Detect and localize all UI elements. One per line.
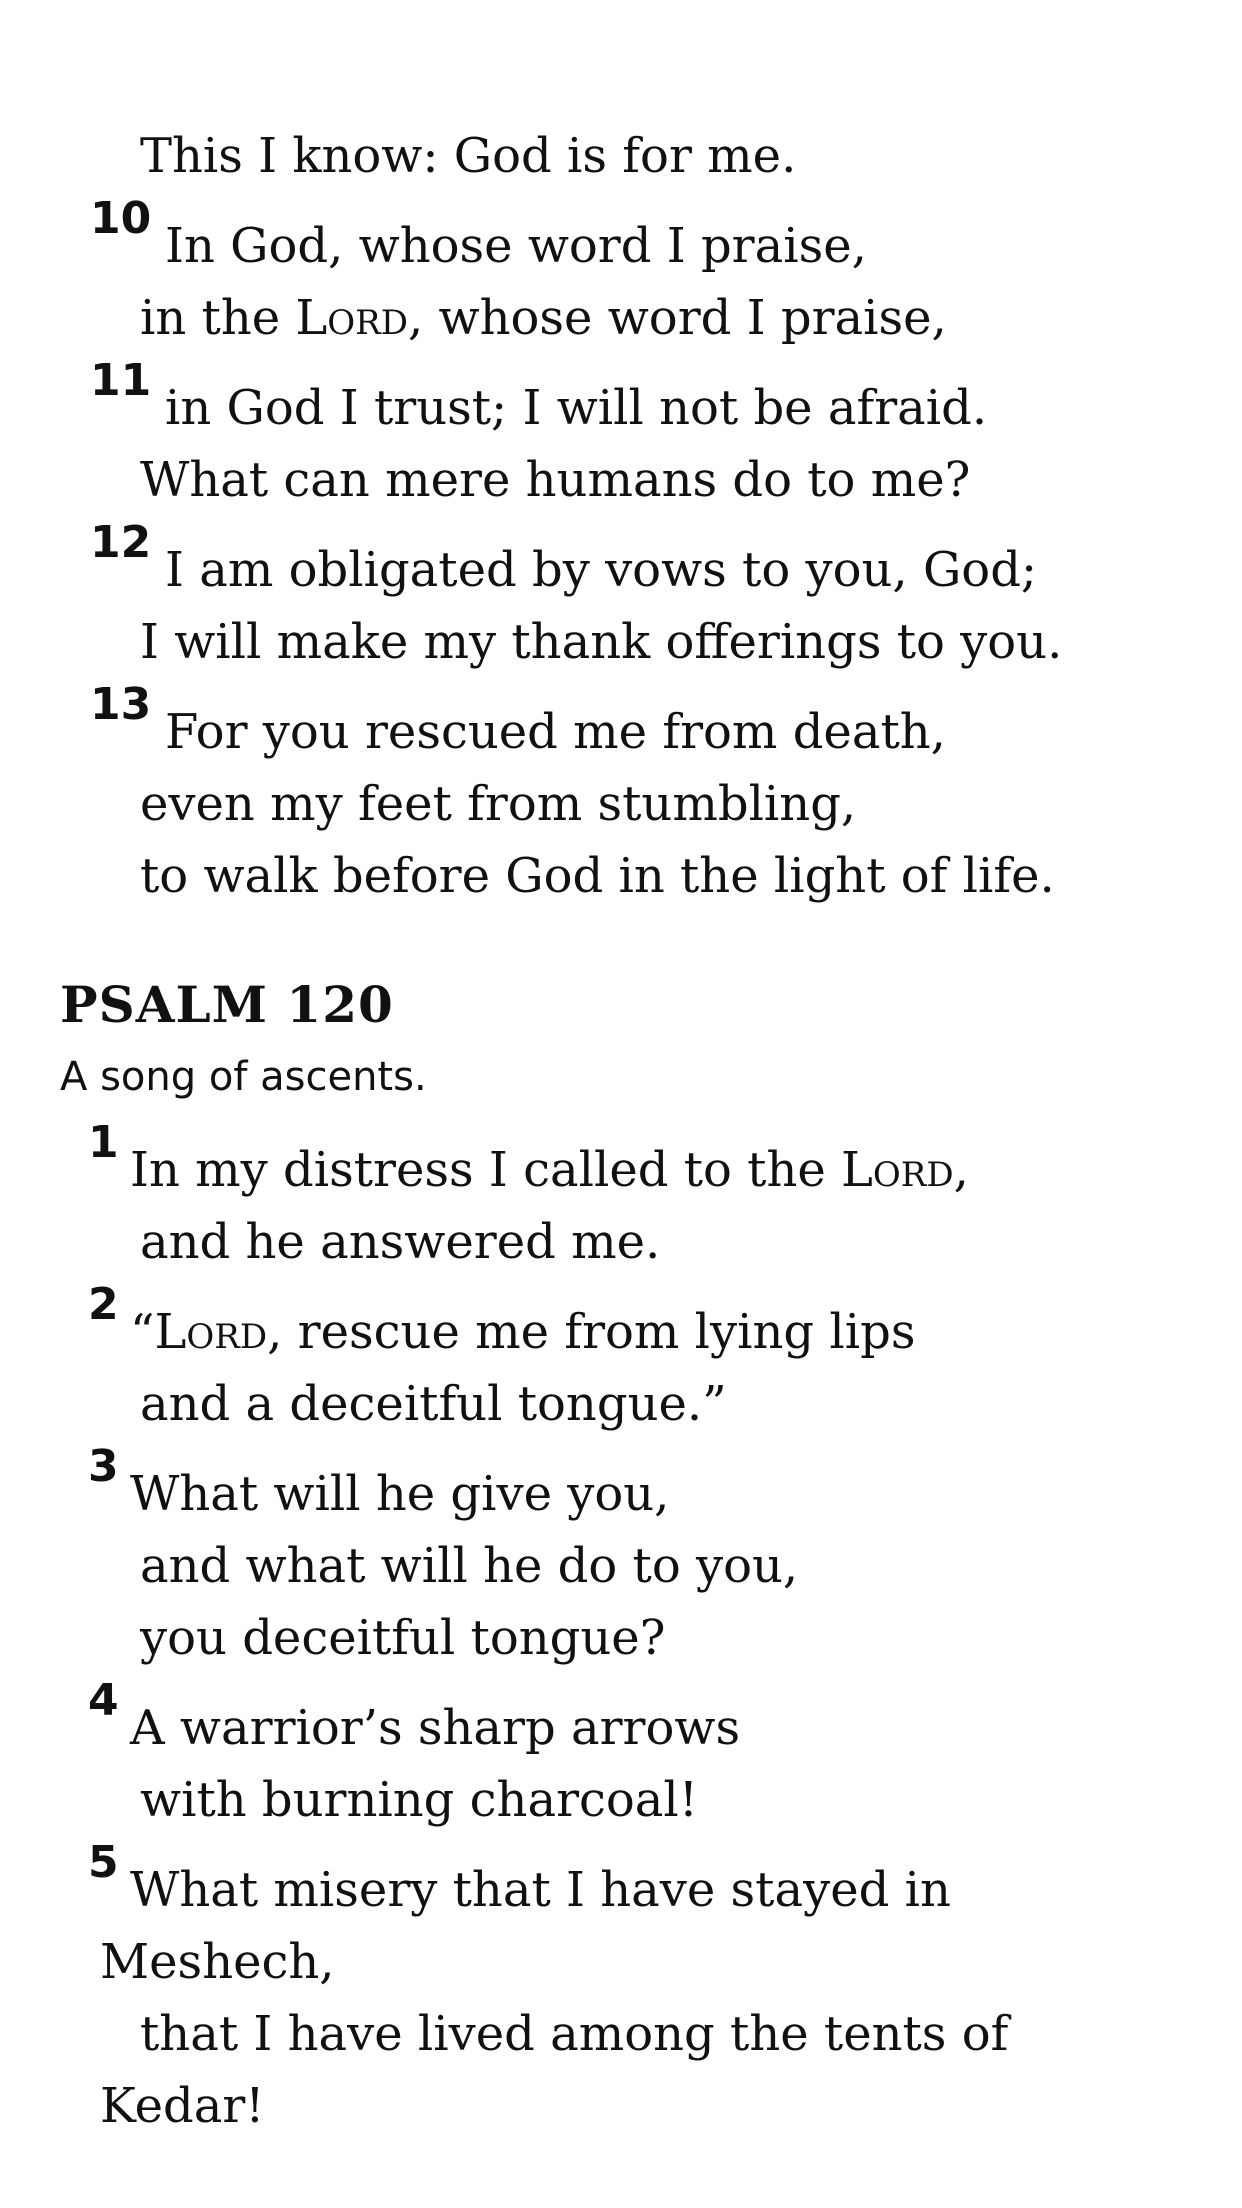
verse-line: and what will he do to you, [140, 1538, 799, 1594]
verse-text: , whose word I praise, [408, 290, 947, 346]
verse-text: In my distress I called to the [130, 1142, 842, 1198]
divine-name: Lord [841, 1142, 954, 1198]
verse-line: even my feet from stumbling, [140, 776, 857, 832]
verse-number: 10 [90, 193, 152, 244]
verse-number: 11 [90, 355, 152, 406]
divine-name: Lord [295, 290, 408, 346]
verse-line: I will make my thank offerings to you. [140, 614, 1063, 670]
verse-line: to walk before God in the light of life. [140, 848, 1055, 904]
verse-text: , rescue me from lying lips [267, 1304, 916, 1360]
verse-line: and he answered me. [140, 1214, 661, 1270]
verse-line [140, 288, 947, 348]
verse-number: 1 [88, 1117, 119, 1168]
verse-line: In God, whose word I praise, [165, 218, 867, 274]
verse-line: What will he give you, [130, 1466, 670, 1522]
verse-line [130, 1302, 915, 1362]
verse-line: Kedar! [100, 2078, 265, 2134]
verse-number: 4 [88, 1675, 119, 1726]
verse-line: For you rescued me from death, [165, 704, 946, 760]
verse-line: with burning charcoal! [140, 1772, 699, 1828]
verse-line: I am obligated by vows to you, God; [165, 542, 1038, 598]
verse-number: 13 [90, 679, 152, 730]
verse-line: This I know: God is for me. [140, 128, 797, 184]
verse-number: 2 [88, 1279, 119, 1330]
verse-line: Meshech, [100, 1934, 335, 1990]
verse-line: you deceitful tongue? [140, 1610, 666, 1666]
psalm-subtitle: A song of ascents. [60, 1054, 427, 1100]
verse-number: 3 [88, 1441, 119, 1492]
verse-line [130, 1140, 969, 1200]
verse-line: What can mere humans do to me? [140, 452, 971, 508]
verse-number: 12 [90, 517, 152, 568]
divine-name: Lord [154, 1304, 268, 1360]
verse-text: , [953, 1142, 969, 1198]
psalm-title: PSALM 120 [60, 975, 394, 1034]
verse-text: “ [130, 1304, 155, 1360]
verse-text: in the [140, 290, 296, 346]
verse-number: 5 [88, 1837, 119, 1888]
verse-line: What misery that I have stayed in [130, 1862, 951, 1918]
verse-line: in God I trust; I will not be afraid. [165, 380, 988, 436]
verse-line: A warrior’s sharp arrows [130, 1700, 741, 1756]
verse-line: that I have lived among the tents of [140, 2006, 1009, 2062]
verse-line: and a deceitful tongue.” [140, 1376, 727, 1432]
